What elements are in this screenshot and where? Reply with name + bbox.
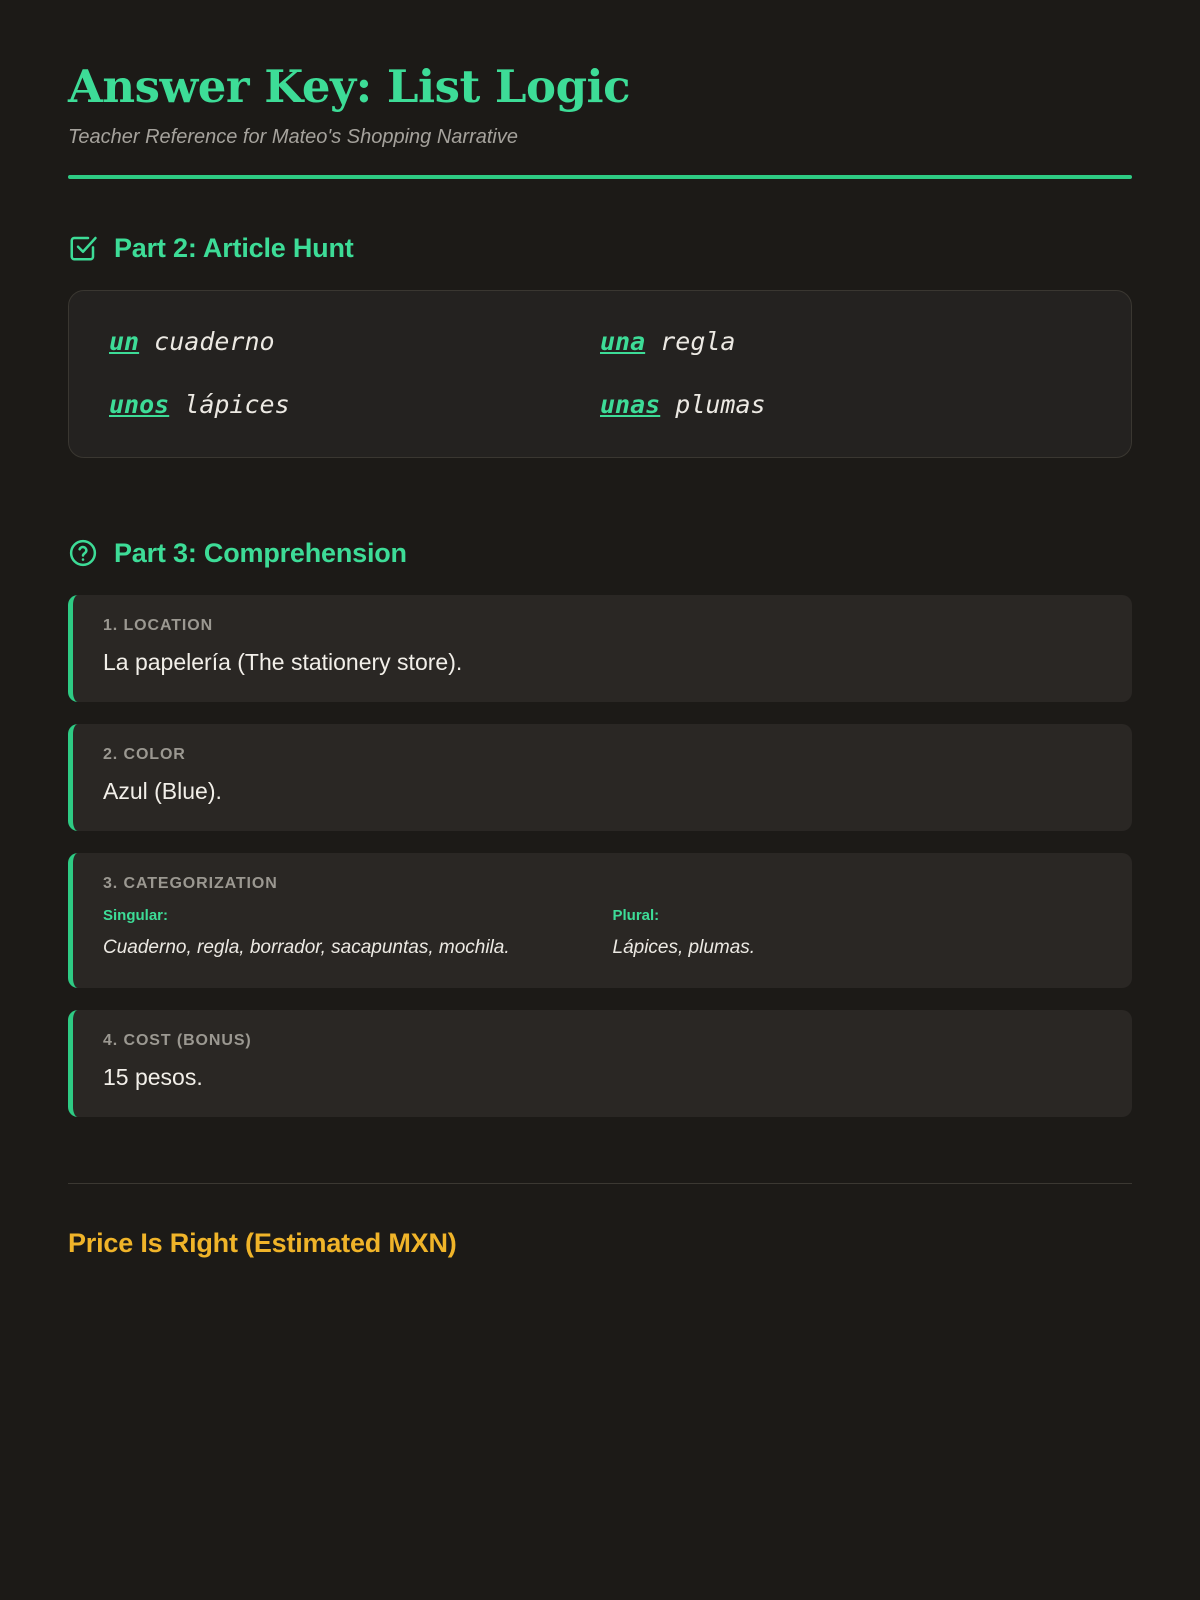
- footer-divider: [68, 1183, 1132, 1184]
- noun-word: regla: [660, 326, 736, 356]
- noun-word: lápices: [184, 389, 290, 419]
- page-subtitle: Teacher Reference for Mateo's Shopping Narrative: [68, 125, 518, 148]
- section-title-part3: Part 3: Comprehension: [114, 537, 407, 568]
- qa-label: 1. LOCATION: [103, 616, 214, 634]
- article-word: unas: [600, 389, 661, 419]
- section-header-part3: [68, 538, 1132, 569]
- article-hunt-box: [68, 290, 1132, 458]
- qa-card-cost: [68, 1010, 1132, 1117]
- plural-text: Lápices, plumas.: [612, 936, 756, 958]
- categorization-grid: [103, 907, 1102, 963]
- plural-label: Plural:: [612, 906, 660, 924]
- page-title: Answer Key: List Logic: [68, 60, 631, 113]
- qa-label: 3. CATEGORIZATION: [103, 874, 278, 892]
- article-word: una: [600, 326, 646, 356]
- section-header-part2: [68, 233, 1132, 264]
- categorization-plural: [613, 907, 1103, 963]
- qa-answer: 15 pesos.: [103, 1064, 203, 1090]
- categorization-singular: [103, 907, 593, 963]
- article-word: un: [109, 326, 140, 356]
- article-item: [109, 390, 600, 419]
- noun-word: cuaderno: [154, 326, 275, 356]
- qa-card-color: [68, 724, 1132, 831]
- question-circle-icon: [68, 538, 98, 568]
- qa-card-categorization: [68, 853, 1132, 989]
- qa-label: 4. COST (BONUS): [103, 1032, 252, 1049]
- price-section-title: Price Is Right (Estimated MXN): [68, 1228, 457, 1258]
- article-item: [600, 327, 1091, 356]
- article-word: unos: [109, 389, 170, 419]
- checkbox-check-icon: [68, 233, 98, 263]
- article-item: [109, 327, 600, 356]
- singular-text: Cuaderno, regla, borrador, sacapuntas, mochila.: [103, 936, 510, 958]
- singular-label: Singular:: [103, 906, 169, 924]
- section-title-part2: Part 2: Article Hunt: [114, 232, 354, 263]
- qa-card-location: [68, 595, 1132, 702]
- qa-answer: Azul (Blue).: [103, 777, 222, 804]
- qa-label: 2. COLOR: [103, 745, 186, 763]
- header-divider: [68, 175, 1132, 179]
- qa-answer: La papelería (The stationery store).: [103, 648, 463, 675]
- noun-word: plumas: [675, 389, 766, 419]
- article-item: [600, 390, 1091, 419]
